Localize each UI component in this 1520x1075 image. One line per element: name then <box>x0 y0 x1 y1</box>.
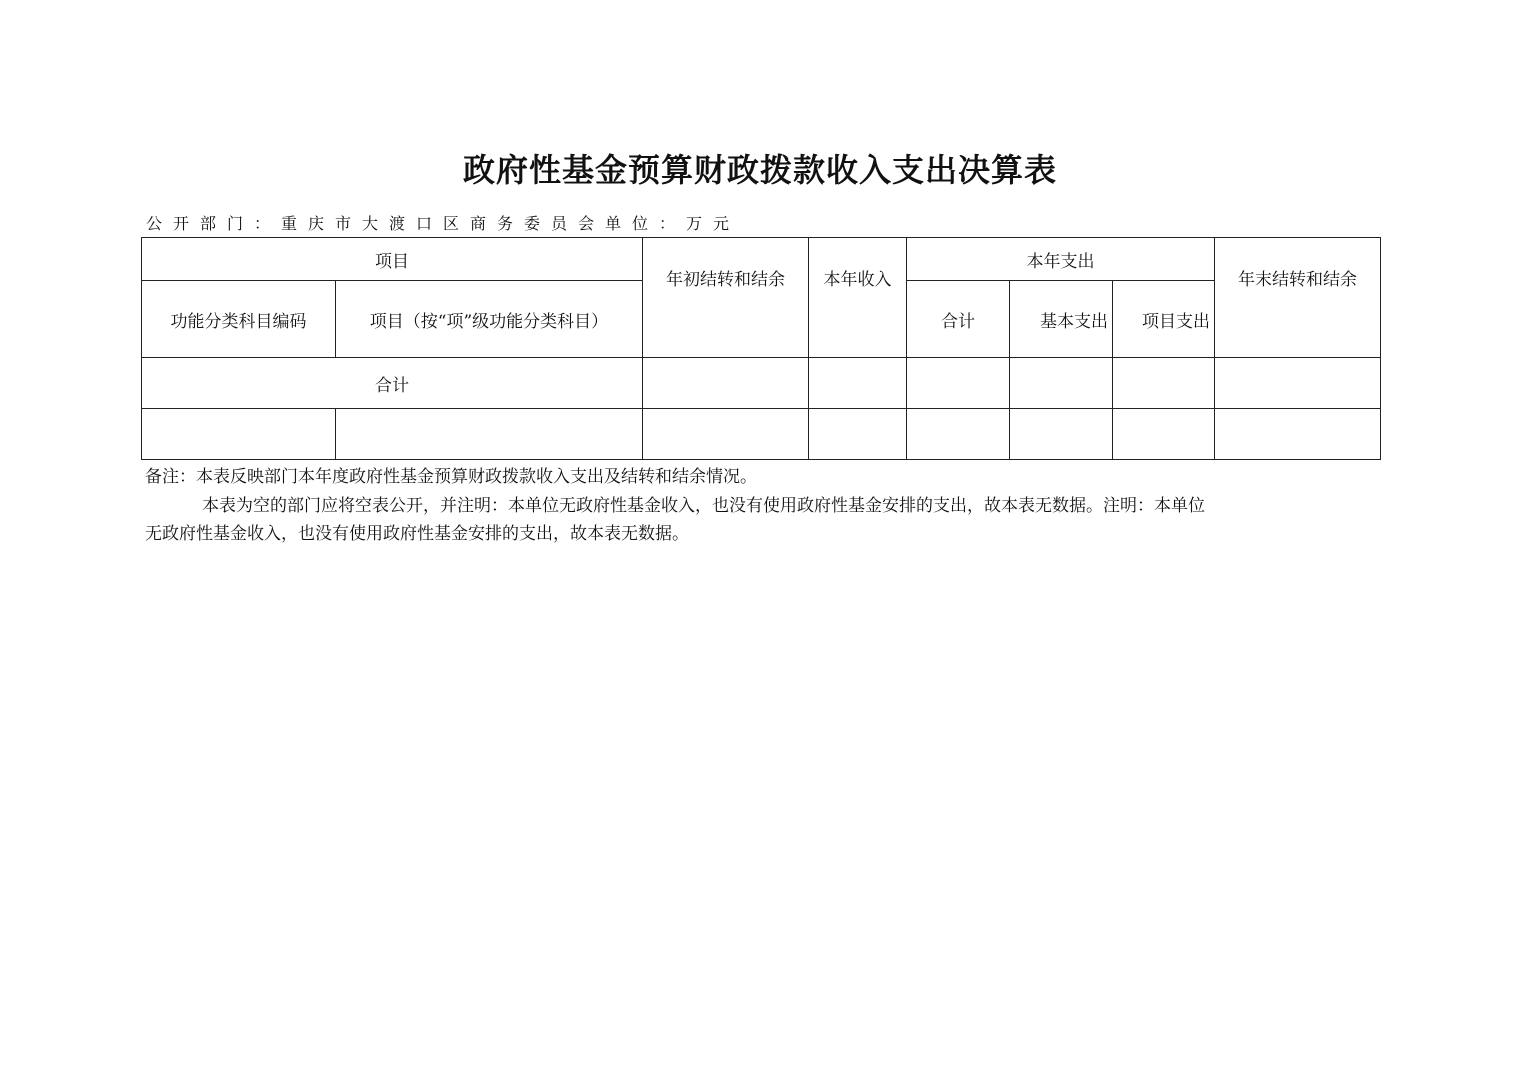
header-closing-balance <box>1215 238 1381 358</box>
department-unit-line: 公开部门：重庆市大渡口区商务委员会单位：万元 <box>146 214 741 233</box>
document-title: 政府性基金预算财政拨款收入支出决算表 <box>462 151 1057 189</box>
table-cell <box>809 409 907 460</box>
table-cell <box>1010 358 1113 409</box>
budget-table <box>141 237 1381 460</box>
table-cell <box>809 358 907 409</box>
subheader-basic: 基本支出 <box>1010 281 1113 358</box>
table-cell <box>1215 358 1381 409</box>
table-cell <box>1113 358 1215 409</box>
note-line-2: 本表为空的部门应将空表公开，并注明：本单位无政府性基金收入，也没有使用政府性基金安排的支出，故本表无数据。注明：本单位无政府性基金收入，也没有使用政府性基金安排的支出，故本表无数据。 <box>145 495 1205 544</box>
table-row-total <box>142 358 1381 409</box>
subheader-total: 合计 <box>907 281 1010 358</box>
header-income <box>809 238 907 358</box>
table-cell <box>1113 409 1215 460</box>
header-income-label: 本年收入 <box>823 270 892 290</box>
note-line-1: 备注：本表反映部门本年度政府性基金预算财政拨款收入支出及结转和结余情况。 <box>145 467 757 487</box>
table-cell <box>1215 409 1381 460</box>
header-closing-balance-label: 年末结转和结余 <box>1238 270 1357 290</box>
table-cell <box>336 409 643 460</box>
header-project: 项目 <box>142 238 643 281</box>
table-cell <box>1010 409 1113 460</box>
table-cell <box>907 358 1010 409</box>
table-row <box>142 409 1381 460</box>
total-label: 合计 <box>142 358 643 409</box>
subheader-item: 项目（按“项”级功能分类科目） <box>336 281 643 358</box>
subheader-project: 项目支出 <box>1113 281 1215 358</box>
table-header-row <box>142 238 1381 281</box>
header-opening-balance-label: 年初结转和结余 <box>666 270 785 290</box>
table-cell <box>907 409 1010 460</box>
header-expenditure: 本年支出 <box>907 238 1215 281</box>
table-cell <box>643 358 809 409</box>
table-cell <box>643 409 809 460</box>
table-cell <box>142 409 336 460</box>
subheader-code: 功能分类科目编码 <box>142 281 336 358</box>
notes-section <box>145 463 1220 549</box>
header-opening-balance <box>643 238 809 358</box>
